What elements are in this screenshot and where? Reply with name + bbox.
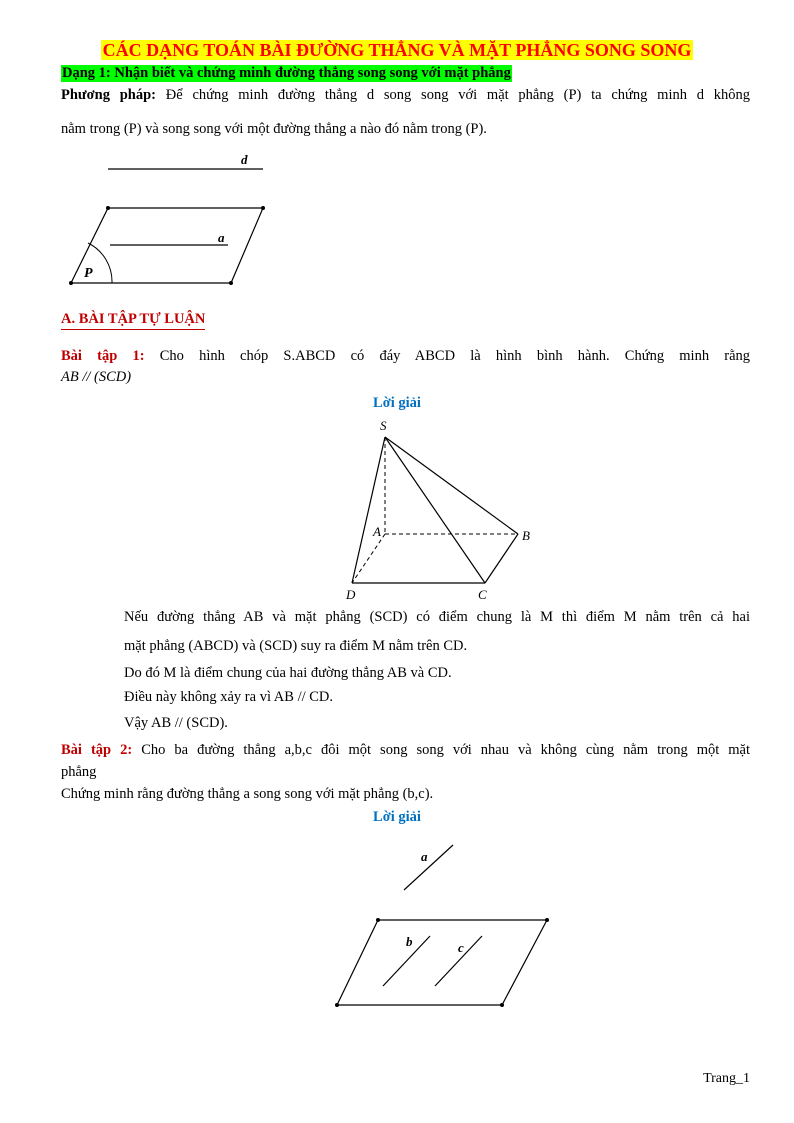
method-line-1: Phương pháp: Để chứng minh đường thẳng d song song với mặt phẳng (P) ta chứng minh d không	[61, 87, 751, 103]
section-a-heading: A. BÀI TẬP TỰ LUẬN	[61, 311, 205, 330]
label-c-point: C	[478, 587, 487, 602]
label-p: P	[84, 266, 93, 281]
figure-three-parallel-lines	[330, 840, 555, 1010]
label-d: d	[241, 152, 248, 167]
ex1-solution-heading: Lời giải	[373, 395, 421, 411]
ex2-line-2: phẳng	[61, 764, 97, 780]
ex2-line-1: Bài tập 2: Cho ba đường thẳng a,b,c đôi một song song với nhau và không cùng nằm trong một mặt	[61, 742, 751, 758]
label-c-3d: c	[458, 940, 464, 955]
ex1-line-2: AB // (SCD)	[61, 369, 132, 385]
ex1-sol-line-5: Vậy AB // (SCD).	[124, 715, 228, 731]
label-b-3d: b	[406, 934, 413, 949]
ex1-sol-line-2: mặt phẳng (ABCD) và (SCD) suy ra điểm M nằm trên CD.	[124, 638, 468, 654]
ex1-sol-line-1: Nếu đường thẳng AB và mặt phẳng (SCD) có điểm chung là M thì điểm M nằm trên cả hai	[124, 609, 750, 625]
label-a-3d: a	[421, 849, 428, 864]
line-a-3d	[404, 845, 453, 890]
label-d-point: D	[346, 587, 356, 602]
page-number: Trang_1	[703, 1071, 750, 1086]
dang-1-heading: Dạng 1: Nhận biết và chứng minh đường thẳng song song với mặt phẳng	[62, 65, 511, 81]
ex2-solution-heading: Lời giải	[373, 809, 421, 825]
ex1-sol-line-3: Do đó M là điểm chung của hai đường thẳng AB và CD.	[124, 665, 452, 681]
plane-bc	[337, 920, 547, 1005]
ex1-line-1: Bài tập 1: Cho hình chóp S.ABCD có đáy ABCD là hình bình hành. Chứng minh rằng	[61, 348, 751, 364]
label-a-point: A	[373, 524, 381, 539]
label-s: S	[380, 418, 387, 433]
figure-pyramid-sabcd	[340, 415, 540, 602]
method-line-2: nằm trong (P) và song song với một đường thẳng a nào đó nằm trong (P).	[61, 121, 487, 137]
ex1-sol-line-4: Điều này không xảy ra vì AB // CD.	[124, 689, 334, 705]
document-title: CÁC DẠNG TOÁN BÀI ĐƯỜNG THẲNG VÀ MẶT PHẲNG SONG SONG	[102, 40, 692, 60]
label-a: a	[218, 230, 225, 245]
ex2-line-3: Chứng minh rằng đường thẳng a song song với mặt phẳng (b,c).	[61, 786, 434, 802]
figure-line-plane	[60, 150, 290, 295]
label-b-point: B	[522, 528, 530, 543]
